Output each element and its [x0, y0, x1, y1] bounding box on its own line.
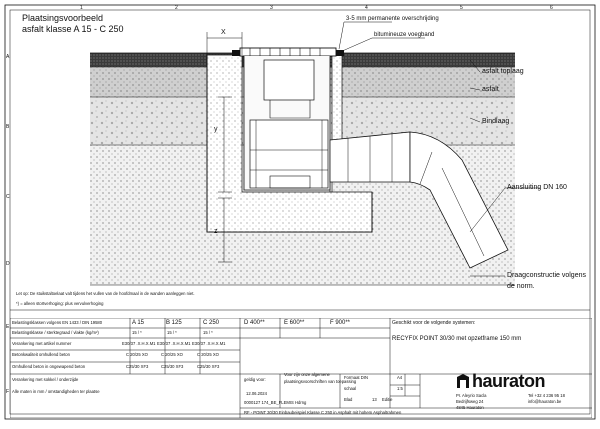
- format-label: Formaat DIN: [344, 375, 368, 380]
- note-1: Let op: De stuikstaltoelaat valt tijdens het vullen van de hoofdmaal in de wanden aanleggen niet.: [16, 291, 195, 296]
- row4-label: Omhullend beton in ongewapend beton: [12, 364, 86, 369]
- valid-label: geldig voor:: [244, 377, 266, 382]
- class-d400: D 400**: [244, 320, 265, 326]
- silt-bucket: [264, 60, 314, 100]
- hauraton-logo-icon: [456, 373, 470, 389]
- row3-c: C 20/25 XO: [197, 352, 219, 357]
- title-line-1: Plaatsingsvoorbeeld: [22, 13, 104, 23]
- row6-label: Alle maten in mm / omstandigheden ter plaatse: [12, 389, 100, 394]
- row2-label: Verankering met artikel nummer: [12, 341, 72, 346]
- label-support-1: Draagconstructie volgens: [507, 272, 586, 279]
- address-line-1: Pr. Aleyrio Sacla: [456, 393, 487, 398]
- label-binder: Bindlaag: [482, 118, 510, 125]
- row3-b: C 20/25 XO: [161, 352, 183, 357]
- class-a15: A 15: [132, 320, 145, 326]
- label-bitumen: bitumineuze voegband: [374, 32, 435, 38]
- format-value: A4: [397, 375, 403, 380]
- label-toplayer: asfalt toplaag: [482, 68, 524, 75]
- label-asphalt: asfalt: [482, 86, 499, 93]
- dim-z-label: z: [214, 228, 218, 235]
- phone: Tel +32 4 236 95 18: [528, 393, 565, 398]
- row5-label: Verankering met sokkel / onderzijde: [12, 377, 79, 382]
- table-header-left: Belastingsklassen volgens EN 1433 / DIN 19580: [12, 320, 103, 325]
- ruler-col-3: 3: [270, 5, 273, 11]
- row2-a: E30/37 .X.H.X.M1: [122, 341, 156, 346]
- class-f900: F 900**: [330, 320, 351, 326]
- row1-b: 15 / *: [167, 330, 177, 335]
- row2-c: E30/37 .X.H.X.M1: [192, 341, 226, 346]
- suitable-title: Geschikt voor de volgende systemen:: [392, 320, 476, 326]
- title-line-2: asfalt klasse A 15 - C 250: [22, 24, 124, 34]
- row1-label: Belastingsklasse / sterktegraad / vlakte (kg/m²): [12, 330, 99, 335]
- scale-label: schaal: [344, 386, 357, 391]
- class-c250: C 250: [203, 320, 220, 326]
- row4-c: C25/30 XF3: [197, 364, 220, 369]
- address-line-3: 4845 Hauraton: [456, 405, 484, 410]
- ruler-col-4: 4: [365, 5, 368, 11]
- ruler-row-d: D: [6, 261, 10, 267]
- label-connection: Aansluiting DN 160: [507, 184, 567, 191]
- row4-b: C25/30 XF3: [161, 364, 184, 369]
- ruler-row-b: B: [6, 124, 10, 130]
- row1-c: 15 / *: [203, 330, 213, 335]
- page-value: 13: [372, 397, 377, 402]
- remark-1: Voor zijn onze algemene: [284, 372, 330, 377]
- note-2: *) = alleen stortverhoging: plus vervulverhoging: [16, 301, 104, 306]
- class-e600: E 600**: [284, 320, 305, 326]
- ruler-col-6: 6: [550, 5, 553, 11]
- address-line-2: Bedrijfsweg 24: [456, 399, 484, 404]
- ruler-row-f: F: [6, 389, 10, 395]
- ruler-row-c: C: [6, 194, 10, 200]
- ruler-col-1: 1: [80, 5, 83, 11]
- dim-x-label: X: [221, 29, 226, 36]
- version-value: Editie: [382, 397, 393, 402]
- brand-wordmark: hauraton: [472, 371, 546, 391]
- remark-2: plaatsingsvoorschriften van toepassing: [284, 379, 357, 384]
- ruler-row-a: A: [6, 54, 10, 60]
- row4-a: C25/30 XF3: [126, 364, 149, 369]
- grate-frame: [240, 48, 336, 56]
- ruler-row-e: E: [6, 324, 10, 330]
- dim-y-label: y: [214, 126, 218, 133]
- row3-a: C 20/25 XO: [126, 352, 148, 357]
- valid-date: 12.06.2024: [246, 391, 267, 396]
- footer-text: RF - POINT 30/30 Einbaubeispiel Klasse C 250 in Asphalt mit hohem Asphaltrahmen: [244, 410, 402, 415]
- ruler-col-2: 2: [175, 5, 178, 11]
- class-b125: B 125: [166, 320, 182, 326]
- row2-b: E30/37 .X.H.X.M1: [157, 341, 191, 346]
- suitable-system: RECYFIX POINT 30/30 met opzetframe 150 mm: [392, 336, 522, 342]
- email: info@hauraton.be: [528, 399, 562, 404]
- label-support-2: de norm.: [507, 283, 535, 290]
- row3-label: Betonkwaliteit omhullend beton: [12, 352, 70, 357]
- page-label: Blad: [344, 397, 353, 402]
- doc-number: 0000127 174_BE_FLEMIS Hdrng: [244, 400, 307, 405]
- label-overlap: 3-5 mm permanente overschrijding: [346, 16, 439, 22]
- scale-value: 1:5: [397, 386, 403, 391]
- ruler-col-5: 5: [460, 5, 463, 11]
- row1-a: 15 / *: [132, 330, 142, 335]
